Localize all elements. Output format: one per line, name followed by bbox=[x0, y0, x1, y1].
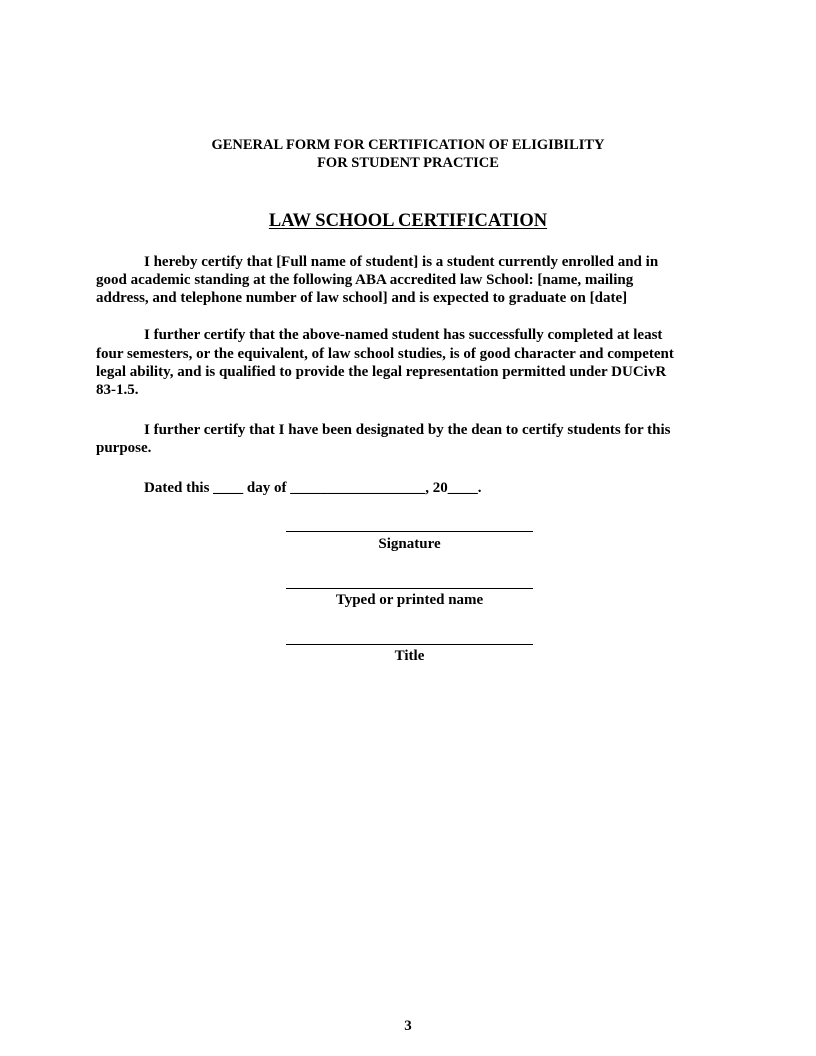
printed-name-label: Typed or printed name bbox=[335, 592, 484, 608]
text-line: I further certify that I have been designated by the dean to certify students for this bbox=[144, 422, 671, 438]
form-heading-line-2: FOR STUDENT PRACTICE bbox=[317, 155, 499, 171]
form-heading-line-1: GENERAL FORM FOR CERTIFICATION OF ELIGIBILITY bbox=[211, 137, 605, 153]
section-title: LAW SCHOOL CERTIFICATION bbox=[268, 211, 548, 231]
text-line: 83-1.5. bbox=[96, 382, 139, 398]
dated-line: Dated this ____ day of __________________, 20____. bbox=[144, 480, 482, 496]
page-number: 3 bbox=[404, 1018, 412, 1034]
printed-name-rule bbox=[286, 588, 533, 589]
title-rule bbox=[286, 644, 533, 645]
text-line: four semesters, or the equivalent, of law school studies, is of good character and competent bbox=[96, 346, 674, 362]
text-line: good academic standing at the following ABA accredited law School: [name, mailing bbox=[96, 272, 634, 288]
text-line: I hereby certify that [Full name of student] is a student currently enrolled and in bbox=[144, 254, 659, 270]
title-label: Title bbox=[394, 648, 425, 664]
text-line: legal ability, and is qualified to provide the legal representation permitted under DUCivR bbox=[96, 364, 667, 380]
signature-label: Signature bbox=[378, 536, 441, 552]
text-line: address, and telephone number of law school] and is expected to graduate on [date] bbox=[96, 290, 628, 306]
signature-rule bbox=[286, 531, 533, 532]
text-line: I further certify that the above-named student has successfully completed at least bbox=[144, 327, 663, 343]
text-line: purpose. bbox=[96, 440, 152, 456]
